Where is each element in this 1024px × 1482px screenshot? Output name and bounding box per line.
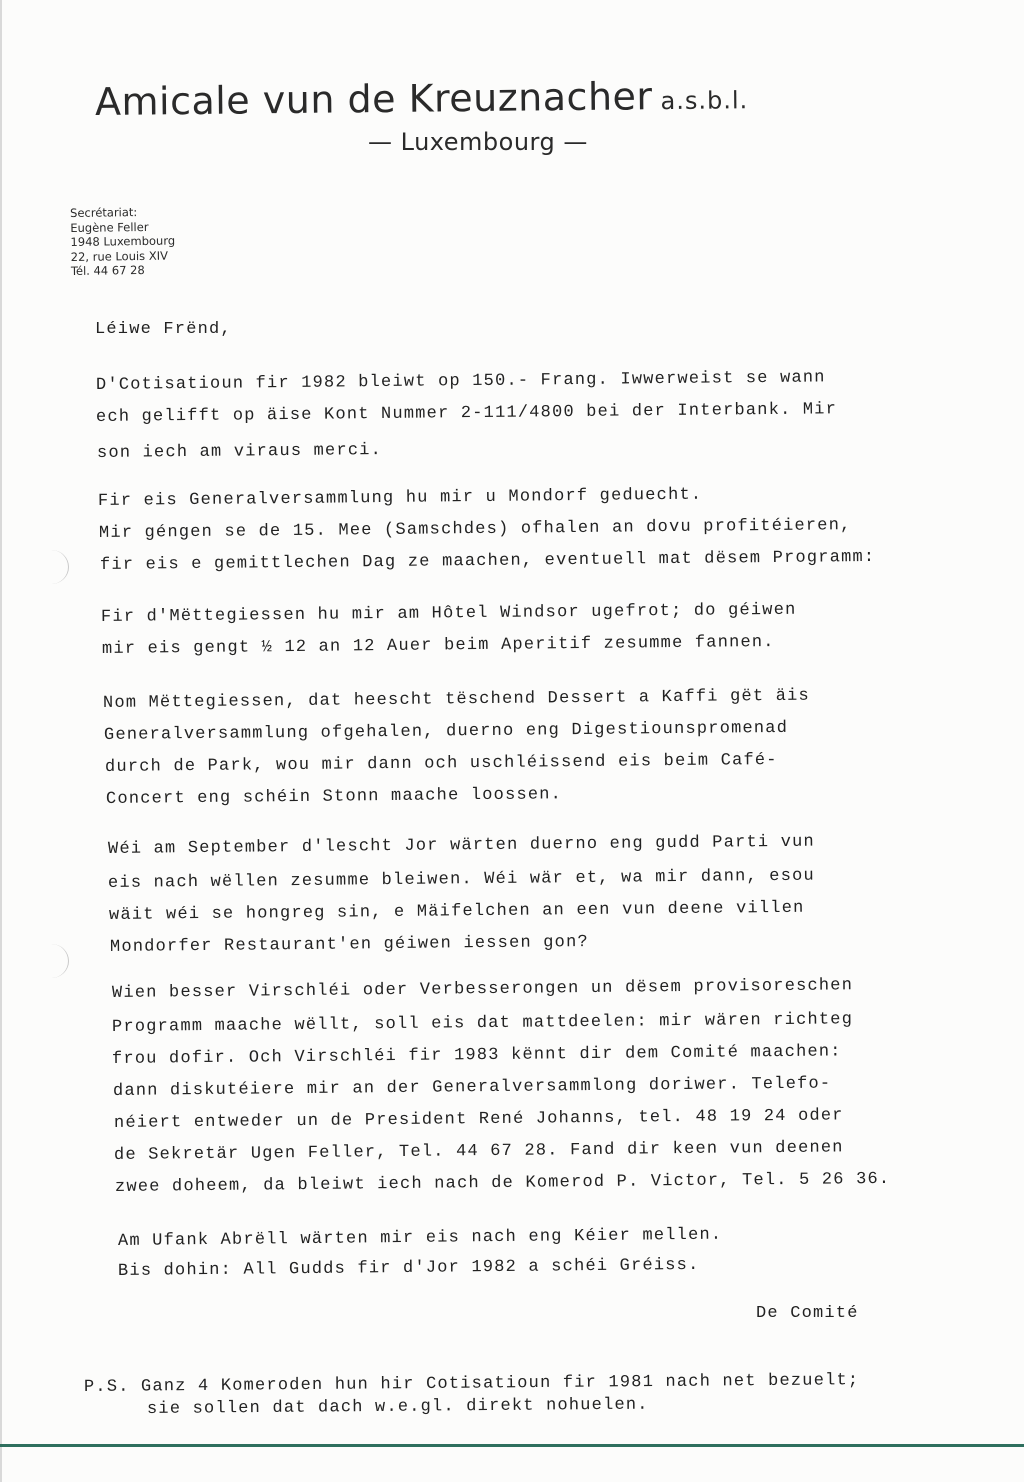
secretariat-address [70, 205, 176, 279]
paragraph-1-line-3: son iech am viraus merci. [96, 441, 383, 463]
paragraph-4-line-3: durch de Park, wou mir dann och uschléissend eis beim Café- [104, 750, 778, 777]
paragraph-5-line-4: Mondorfer Restaurant'en géiwen iessen gon? [109, 932, 589, 957]
signature: De Comité [756, 1304, 859, 1323]
paragraph-1-line-2: ech gelifft op äise Kont Nummer 2-111/4800 bei der Interbank. Mir [95, 400, 838, 427]
paragraph-4-line-2: Generalversammlung ofgehalen, duerno eng Digestiounspromenad [103, 718, 789, 745]
salutation: Léiwe Frënd, [95, 320, 232, 339]
paragraph-7-line-1: Am Ufank Abrëll wärten mir eis nach eng Kéier mellen. [117, 1225, 723, 1251]
footer-rule [0, 1444, 1024, 1447]
secretariat-postcode: 1948 Luxembourg [70, 233, 176, 249]
paragraph-5-line-2: eis nach wëllen zesumme bleiwen. Wéi wär et, wa mir dann, esou [107, 866, 815, 893]
punch-hole-upper [34, 550, 69, 584]
postscript-line-2: sie sollen dat dach w.e.gl. direkt nohuelen. [146, 1395, 649, 1419]
postscript-line-1: P.S. Ganz 4 Komeroden hun hir Cotisatioun fir 1981 nach net bezuelt; [83, 1371, 860, 1397]
paragraph-3-line-2: mir eis gengt ½ 12 an 12 Auer beim Aperitif zesumme fannen. [101, 632, 775, 659]
secretariat-street: 22, rue Louis XIV [70, 248, 168, 264]
secretariat-label: Secrétariat: [70, 205, 138, 220]
punch-hole-lower [34, 944, 69, 978]
letterhead-city: — Luxembourg — [368, 128, 588, 156]
paragraph-2-line-1: Fir eis Generalversammlung hu mir u Mondorf geduecht. [97, 485, 703, 511]
paragraph-1-line-1: D'Cotisatioun fir 1982 bleiwt op 150.- Frang. Iwwerweist se wann [95, 368, 826, 395]
paragraph-6-line-5: néiert entweder un de President René Johanns, tel. 48 19 24 oder [113, 1106, 844, 1133]
page-edge [0, 0, 2, 1482]
paragraph-5-line-1: Wéi am September d'lescht Jor wärten duerno eng gudd Parti vun [107, 832, 815, 859]
paragraph-4-line-1: Nom Mëttegiessen, dat heescht tëschend Dessert a Kaffi gët äis [102, 686, 810, 713]
association-name: Amicale vun de Kreuznacher [94, 74, 653, 124]
paragraph-6-line-4: dann diskutéiere mir an der Generalversammlong doriwer. Telefo- [112, 1074, 832, 1101]
paragraph-6-line-7: zwee doheem, da bleiwt iech nach de Komerod P. Victor, Tel. 5 26 36. [114, 1169, 891, 1197]
paragraph-2-line-2: Mir géngen se de 15. Mee (Samschdes) ofhalen an dovu profitéieren, [98, 516, 852, 543]
paragraph-6-line-2: Programm maache wëllt, soll eis dat mattdeelen: mir wären richteg [111, 1010, 854, 1037]
paragraph-3-line-1: Fir d'Mëttegiessen hu mir am Hôtel Windsor ugefrot; do géiwen [100, 600, 797, 627]
secretary-name: Eugène Feller [70, 219, 149, 235]
secretariat-phone: Tél. 44 67 28 [70, 262, 145, 278]
letterhead-title [95, 73, 749, 124]
paragraph-7-line-2: Bis dohin: All Gudds fir d'Jor 1982 a schéi Gréiss. [117, 1255, 700, 1281]
paragraph-4-line-4: Concert eng schéin Stonn maache loossen. [105, 785, 563, 809]
paragraph-6-line-6: de Sekretär Ugen Feller, Tel. 44 67 28. Fand dir keen vun deenen [113, 1138, 844, 1165]
paragraph-2-line-3: fir eis e gemittlechen Dag ze maachen, eventuell mat dësem Programm: [99, 547, 876, 575]
paragraph-6-line-1: Wien besser Virschléi oder Verbesserongen un dësem provisoreschen [111, 976, 854, 1003]
paragraph-6-line-3: frou dofir. Och Virschléi fir 1983 kënnt dir dem Comité maachen: [111, 1042, 842, 1069]
association-suffix: a.s.b.l. [660, 86, 749, 116]
paragraph-5-line-3: wäit wéi se hongreg sin, e Mäifelchen an een vun deene villen [108, 898, 805, 925]
